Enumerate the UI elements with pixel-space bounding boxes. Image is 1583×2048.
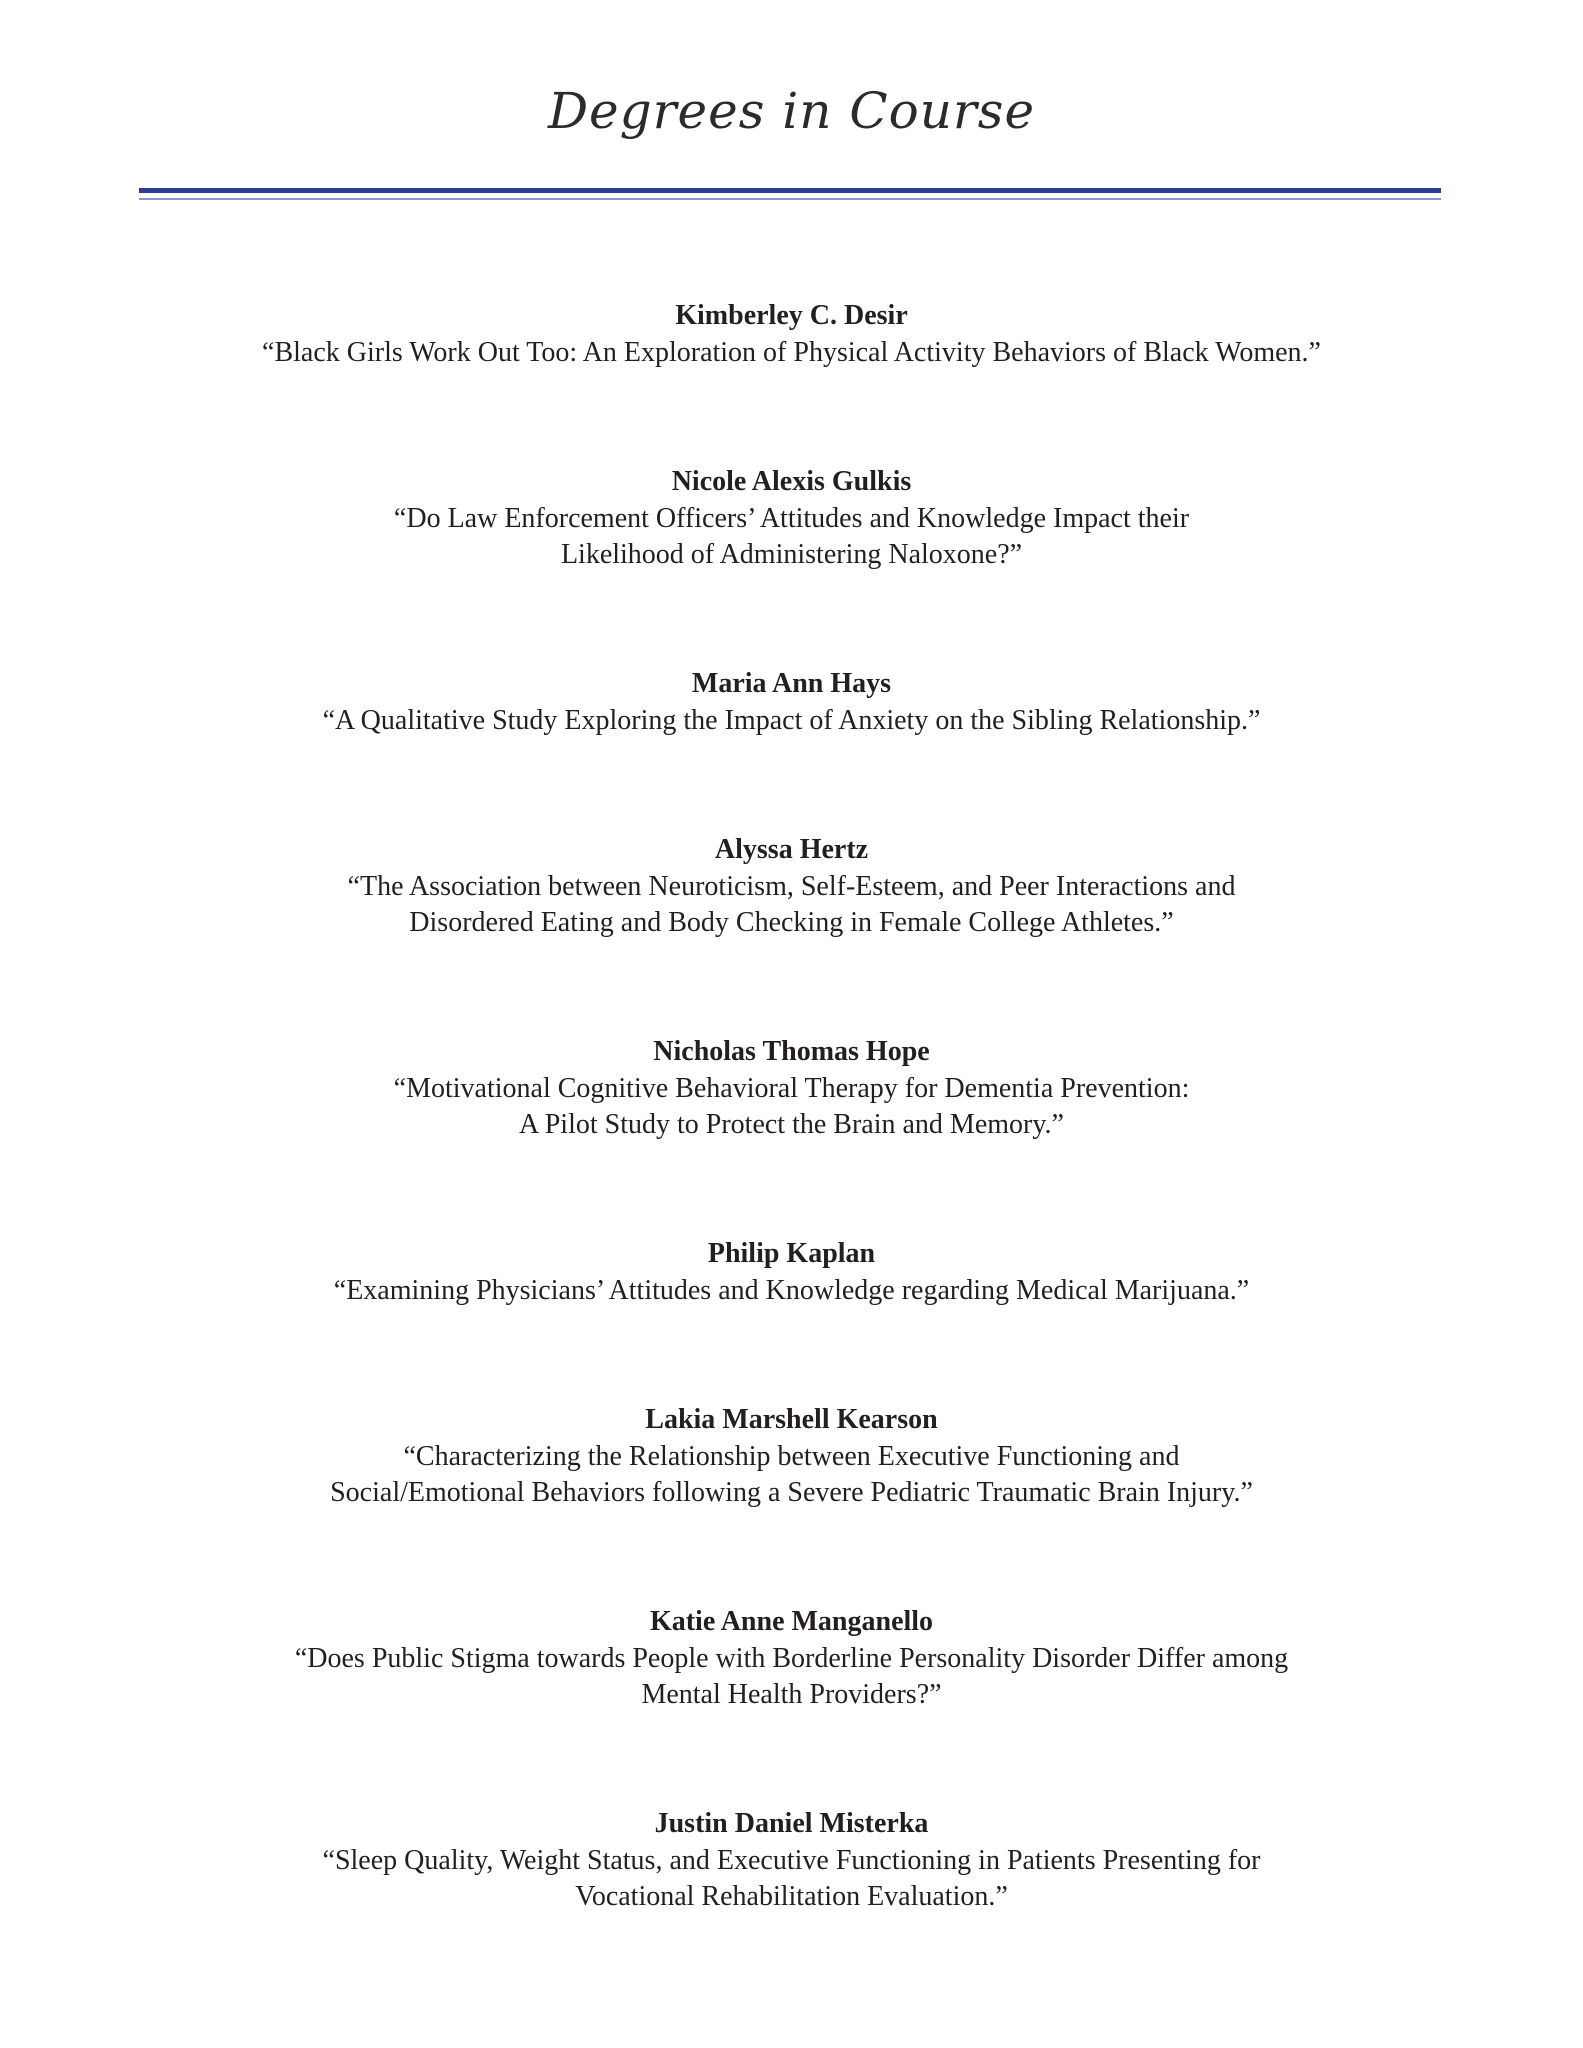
degree-entry <box>0 297 1583 371</box>
degree-entry <box>0 1235 1583 1309</box>
degree-entry <box>0 1401 1583 1511</box>
thesis-title: “Does Public Stigma towards People with Borderline Personality Disorder Differ among Mental Health Providers?” <box>294 1643 1289 1710</box>
thesis-title: “Black Girls Work Out Too: An Exploration of Physical Activity Behaviors of Black Women.” <box>262 337 1321 368</box>
thesis-title: “Examining Physicians’ Attitudes and Knowledge regarding Medical Marijuana.” <box>333 1275 1250 1306</box>
recipient-name: Maria Ann Hays <box>691 668 892 699</box>
degree-list <box>0 297 1583 2007</box>
thesis-title: “Do Law Enforcement Officers’ Attitudes and Knowledge Impact their Likelihood of Administering Naloxone?” <box>393 503 1190 570</box>
degree-entry <box>0 463 1583 573</box>
thesis-title: “The Association between Neuroticism, Self-Esteem, and Peer Interactions and Disordered Eating and Body Checking in Female College Athletes.” <box>347 871 1236 938</box>
page-title: Degrees in Course <box>547 82 1036 140</box>
recipient-name: Lakia Marshell Kearson <box>645 1404 938 1435</box>
thesis-title: “Sleep Quality, Weight Status, and Executive Functioning in Patients Presenting for Vocational Rehabilitation Evaluation.” <box>322 1845 1261 1912</box>
thesis-title: “Characterizing the Relationship between Executive Functioning and Social/Emotional Behaviors following a Severe Pediatric Traumatic Brain Injury.” <box>330 1441 1253 1508</box>
degree-entry <box>0 1603 1583 1713</box>
degree-entry <box>0 1805 1583 1915</box>
degree-entry <box>0 665 1583 739</box>
recipient-name: Philip Kaplan <box>707 1238 876 1269</box>
recipient-name: Justin Daniel Misterka <box>654 1808 929 1839</box>
degree-entry <box>0 831 1583 941</box>
recipient-name: Nicole Alexis Gulkis <box>671 466 912 497</box>
thesis-title: “Motivational Cognitive Behavioral Therapy for Dementia Prevention: A Pilot Study to Protect the Brain and Memory.” <box>393 1073 1190 1140</box>
page-header <box>0 0 1583 210</box>
recipient-name: Kimberley C. Desir <box>675 300 908 331</box>
recipient-name: Katie Anne Manganello <box>649 1606 934 1637</box>
degree-entry <box>0 1033 1583 1143</box>
thesis-title: “A Qualitative Study Exploring the Impact of Anxiety on the Sibling Relationship.” <box>322 705 1261 736</box>
recipient-name: Alyssa Hertz <box>714 834 869 865</box>
recipient-name: Nicholas Thomas Hope <box>653 1036 930 1067</box>
header-rule-thick <box>139 188 1441 193</box>
header-rule-thin <box>139 198 1441 200</box>
